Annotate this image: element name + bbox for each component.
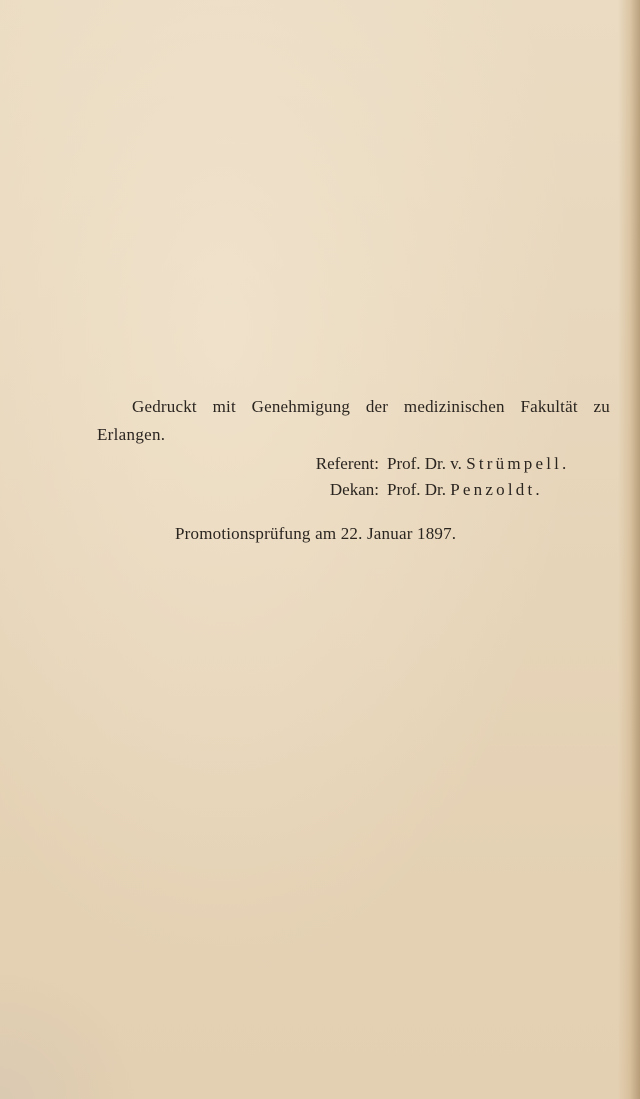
examination-committee <box>310 451 570 503</box>
referent-name: Strümpell. <box>466 454 570 473</box>
referent-title: Prof. Dr. v. <box>387 454 462 473</box>
dekan-row <box>310 477 570 503</box>
imprint-word: der <box>365 397 389 416</box>
imprint-line-2: Erlangen. <box>97 425 166 444</box>
exam-date-line: Promotionsprüfung am 22. Januar 1897. <box>175 524 457 543</box>
imprint-line-1 <box>132 396 610 418</box>
imprint-word: medizinischen <box>403 397 505 416</box>
dekan-title: Prof. Dr. <box>387 480 447 499</box>
imprint-word: mit <box>212 397 236 416</box>
referent-row <box>310 451 570 477</box>
imprint-word: zu <box>593 397 610 416</box>
dekan-label: Dekan: <box>329 480 379 499</box>
imprint-word: Genehmigung <box>251 397 351 416</box>
dekan-name: Penzoldt. <box>450 480 543 499</box>
referent-label: Referent: <box>315 454 379 473</box>
imprint-word: Gedruckt <box>132 397 197 416</box>
imprint-word: Fakultät <box>520 397 578 416</box>
